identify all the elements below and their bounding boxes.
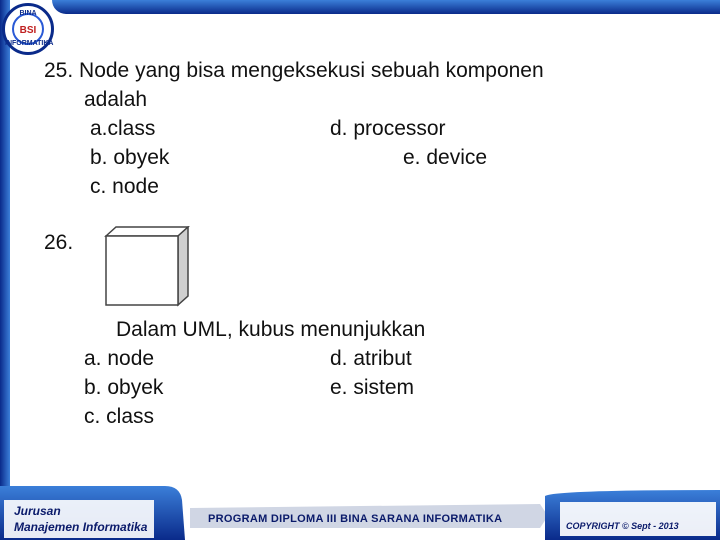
q26-option-b: b. obyek xyxy=(84,376,164,399)
left-frame-bar xyxy=(0,0,10,540)
footer-copyright: COPYRIGHT © Sept - 2013 xyxy=(566,521,679,531)
logo-bottom-text: INFORMATIKA xyxy=(5,40,54,47)
q26-number: 26. xyxy=(44,231,74,254)
footer-dept-line2: Manajemen Informatika xyxy=(14,520,148,534)
logo-top-text: BINA xyxy=(19,10,37,17)
q26-option-a: a. node xyxy=(84,347,155,370)
q25-option-c: c. node xyxy=(90,175,159,198)
q25-option-e: e. device xyxy=(403,146,488,169)
q25-option-a: a.class xyxy=(90,117,156,140)
q25-stem-line2: adalah xyxy=(84,88,148,111)
footer-dept-line1: Jurusan xyxy=(14,504,61,518)
cube-node-icon xyxy=(104,226,190,308)
q26-option-c: c. class xyxy=(84,405,155,428)
q25-option-b: b. obyek xyxy=(90,146,170,169)
q25-stem-line1: 25. Node yang bisa mengeksekusi sebuah komponen xyxy=(44,59,544,82)
footer-program-title: PROGRAM DIPLOMA III BINA SARANA INFORMATIKA xyxy=(208,513,503,525)
top-frame-bar xyxy=(52,0,720,14)
q26-option-e: e. sistem xyxy=(330,376,415,399)
bsi-logo xyxy=(2,3,54,55)
q26-stem: Dalam UML, kubus menunjukkan xyxy=(116,318,426,341)
logo-center-text: BSI xyxy=(19,25,37,36)
q26-option-d: d. atribut xyxy=(330,347,412,370)
q25-option-d: d. processor xyxy=(330,117,446,140)
